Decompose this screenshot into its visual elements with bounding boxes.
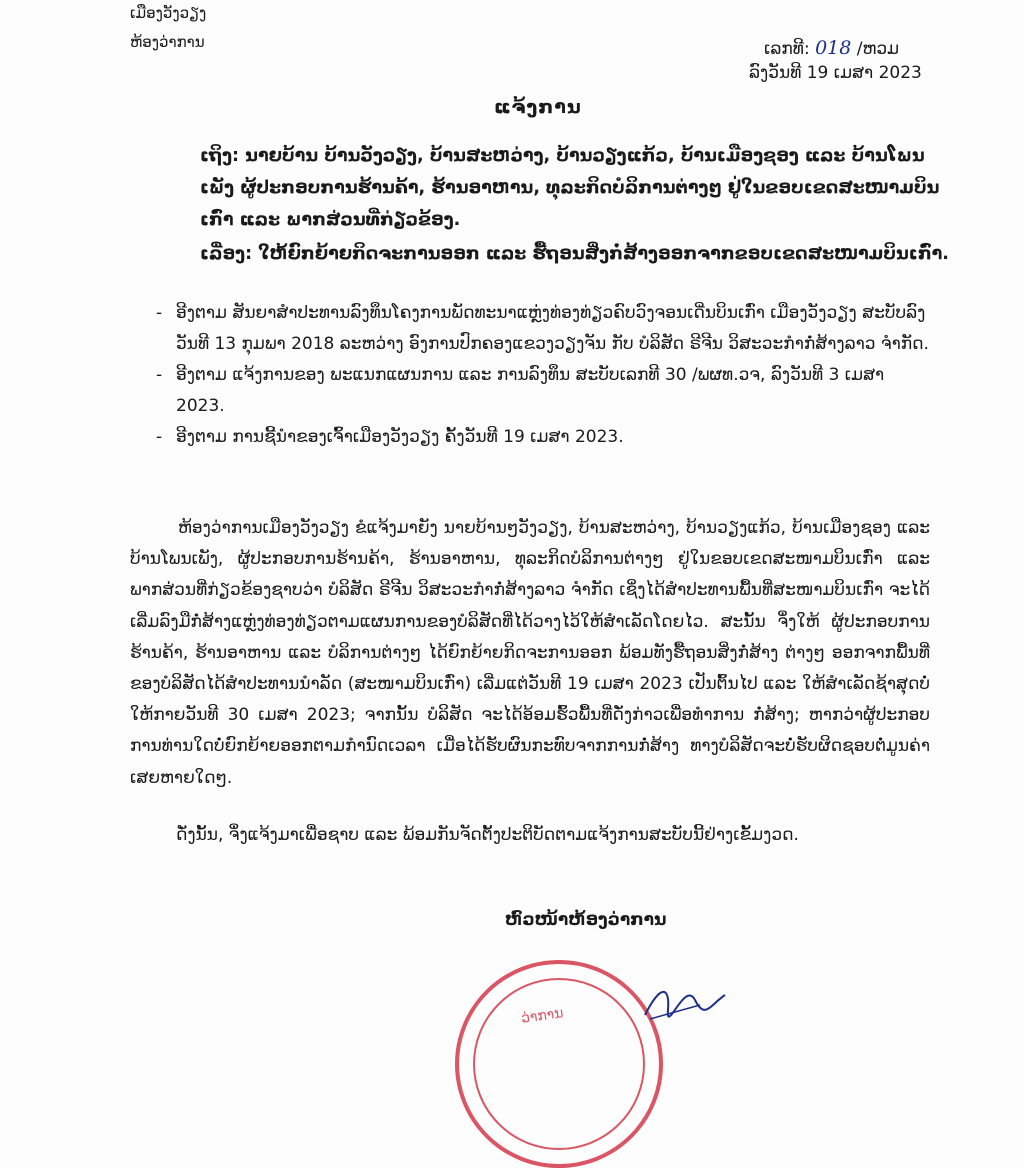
reference-list <box>156 298 936 453</box>
recipients <box>200 140 940 236</box>
reference-item: - ອີງຕາມ ການຊີ້ນໍາຂອງເຈົ້າເມືອງວັງວຽງ ຄັ້ງວັນທີ 19 ເມສາ 2023. <box>156 427 624 447</box>
subject <box>200 238 960 270</box>
reference-item: - ອີງຕາມ ແຈ້ງການຂອງ ພະແນກແຜນການ ແລະ ການລົງທຶນ ສະບັບເລກທີ 30 /ພຜທ.ວຈ, ລົງວັນທີ 3 ເມສາ 2023. <box>156 365 885 416</box>
signature-title: ຫົວໜ້າຫ້ອງວ່າການ <box>505 910 667 930</box>
body-paragraph: ຫ້ອງວ່າການເມືອງວັງວຽງ ຂໍແຈ້ງມາຍັງ ນາຍບ້ານໆວັງວຽງ, ບ້ານສະຫວ່າງ, ບ້ານວຽງແກ້ວ, ບ້ານເມືອງຊອງ ແລະ ບ້ານໂພນເພັງ, ຜູ້ປະກອບການຮ້ານຄ້າ, ຮ້ານອາຫານ, ທຸລະກິດບໍລິການຕ່າງໆ ຢູ່ໃນຂອບເຂດສະໜາມບິນເກົ່າ ແລະ ພາກສ່ວນທີ່ກ່ຽວຂ້ອງຊາບວ່າ ບໍລິສັດ ຣີຈີນ ວິສະວະກໍາກໍ່ສ້າງລາວ ຈໍາກັດ ເຊິ່ງໄດ້ສໍາປະທານພື້ນທີ່ສະໜາມບິນເກົ່າ ຈະໄດ້ເລີ່ມລົງມືກໍ່ສ້າງແຫຼ່ງທ່ອງທ່ຽວຕາມແຜນການຂອງບໍລິສັດທີ່ໄດ້ວາງໄວ້ໃຫ້ສໍາເລັດໂດຍໄວ. ສະນັ້ນ ຈຶ່ງໃຫ້ ຜູ້ປະກອບການຮ້ານຄ້າ, ຮ້ານອາຫານ ແລະ ບໍລິການຕ່າງໆ ໄດ້ຍົກຍ້າຍກິດຈະການອອກ ພ້ອມທັງຮື້ຖອນສິ່ງກໍ່ສ້າງ ຕ່າງໆ ອອກຈາກພື້ນທີ່ຂອງບໍລິສັດໄດ້ສໍາປະທານນໍາລັດ (ສະໜາມບິນເກົ່າ) ເລີ່ມແຕ່ວັນທີ 19 ເມສາ 2023 ເປັນຕົ້ນໄປ ແລະ ໃຫ້ສໍາເລັດຊ້າສຸດບໍ່ໃຫ້ກາຍວັນທີ 30 ເມສາ 2023; ຈາກນັ້ນ ບໍລິສັດ ຈະໄດ້ອ້ອມຮົ້ວພື້ນທີ່ດັ່ງກ່າວເພື່ອທໍາການ ກໍ່ສ້າງ; ຫາກວ່າຜູ້ປະກອບການທ່ານໃດບໍ່ຍົກຍ້າຍອອກຕາມກໍານົດເວລາ ເມື່ອໄດ້ຮັບຜົນກະທົບຈາກການກໍ່ສ້າງ ທາງບໍລິສັດຈະບໍ່ຮັບຜິດຊອບຕໍ່ມູນຄ່າເສຍຫາຍໃດໆ. <box>130 518 930 788</box>
recipients-label: ເຖິງ: <box>200 146 240 166</box>
reference-date: ລົງວັນທີ 19 ເມສາ 2023 <box>749 63 922 83</box>
stamp-text: ວ່າການ <box>520 1005 565 1027</box>
handwritten-signature <box>640 975 730 1024</box>
reference-number-label: ເລກທີ: <box>764 39 810 59</box>
header-office: ຫ້ອງວ່າການ <box>130 33 205 51</box>
reference-item: - ອີງຕາມ ສັນຍາສໍາປະທານລົງທຶນໂຄງການພັດທະນາແຫຼ່ງທ່ອງທ່ຽວຄົບວົງຈອນເດີ່ນບິນເກົ່າ ເມືອງວັງວຽງ ສະບັບລົງວັນທີ 13 ກຸມພາ 2018 ລະຫວ່າງ ອົງການປົກຄອງແຂວງວຽງຈັນ ກັບ ບໍລິສັດ ຣີຈີນ ວິສະວະກໍາກໍ່ສ້າງລາວ ຈໍາກັດ. <box>156 303 929 354</box>
reference-number <box>764 37 899 60</box>
reference-number-suffix: /ຫວມ <box>856 39 900 59</box>
closing-paragraph: ດັ່ງນັ້ນ, ຈຶ່ງແຈ້ງມາເພື່ອຊາບ ແລະ ພ້ອມກັນຈັດຕັ້ງປະຕິບັດຕາມແຈ້ງການສະບັບນີ້ຢ່າງເຂັ້ມງວດ. <box>176 825 799 845</box>
official-stamp <box>455 960 663 1168</box>
subject-text: ໃຫ້ຍົກຍ້າຍກິດຈະການອອກ ແລະ ຮື້ຖອນສິ່ງກໍ່ສ້າງອອກຈາກຂອບເຂດສະໜາມບິນເກົ່າ. <box>258 244 949 264</box>
reference-item-text: ອີງຕາມ ການຊີ້ນໍາຂອງເຈົ້າເມືອງວັງວຽງ ຄັ້ງວັນທີ 19 ເມສາ 2023. <box>176 427 624 447</box>
recipients-text: ນາຍບ້ານ ບ້ານວັງວຽງ, ບ້ານສະຫວ່າງ, ບ້ານວຽງແກ້ວ, ບ້ານເມືອງຊອງ ແລະ ບ້ານໂພນເພັງ ຜູ້ປະກອບການຮ້ານຄ້າ, ຮ້ານອາຫານ, ທຸລະກິດບໍລິການຕ່າງໆ ຢູ່ໃນຂອບເຂດສະໜາມບິນເກົ່າ ແລະ ພາກສ່ວນທີ່ກ່ຽວຂ້ອງ. <box>200 146 940 230</box>
reference-item-text: ອີງຕາມ ແຈ້ງການຂອງ ພະແນກແຜນການ ແລະ ການລົງທຶນ ສະບັບເລກທີ 30 /ພຜທ.ວຈ, ລົງວັນທີ 3 ເມສາ 2023. <box>176 365 885 416</box>
reference-number-value: 018 <box>815 37 852 59</box>
subject-label: ເລື່ອງ: <box>200 244 253 264</box>
header-district: ເມືອງວັງວຽງ <box>130 4 207 22</box>
document-title: ແຈ້ງການ <box>494 96 582 118</box>
reference-item-text: ອີງຕາມ ສັນຍາສໍາປະທານລົງທຶນໂຄງການພັດທະນາແຫຼ່ງທ່ອງທ່ຽວຄົບວົງຈອນເດີ່ນບິນເກົ່າ ເມືອງວັງວຽງ ສະບັບລົງວັນທີ 13 ກຸມພາ 2018 ລະຫວ່າງ ອົງການປົກຄອງແຂວງວຽງຈັນ ກັບ ບໍລິສັດ ຣີຈີນ ວິສະວະກໍາກໍ່ສ້າງລາວ ຈໍາກັດ. <box>176 303 929 354</box>
